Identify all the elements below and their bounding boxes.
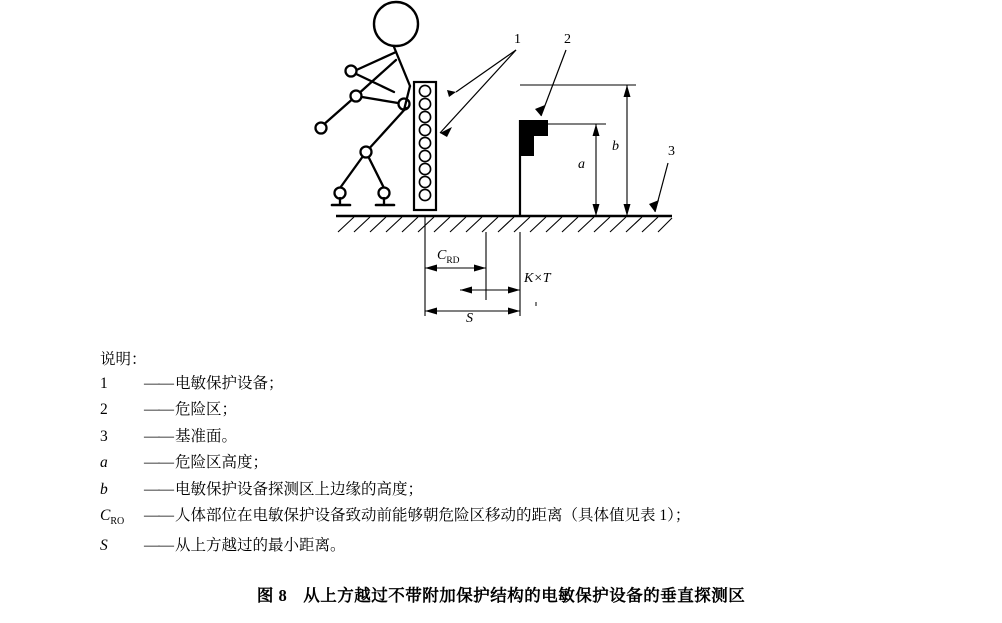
legend-key: b xyxy=(100,480,108,498)
legend-key xyxy=(100,508,144,527)
danger-zone-block xyxy=(520,120,548,156)
dimension-label-b: b xyxy=(612,139,619,154)
legend-item xyxy=(100,455,920,471)
legend-item xyxy=(100,482,920,498)
legend-dash: —— xyxy=(144,480,173,498)
dimension-label-c-rd xyxy=(437,248,460,266)
danger-zone xyxy=(520,120,548,216)
legend-dash: —— xyxy=(144,427,173,445)
dimension-k-t xyxy=(460,287,520,294)
callout-label-2: 2 xyxy=(564,32,571,47)
legend-key: S xyxy=(100,537,108,555)
legend-text: 危险区高度； xyxy=(175,454,269,471)
legend-text: 基准面。 xyxy=(175,427,238,445)
legend-text: 电敏保护设备探测区上边缘的高度； xyxy=(175,480,424,498)
esp-device xyxy=(414,82,436,210)
legend-key-sub: RO xyxy=(110,516,125,528)
legend-item xyxy=(100,376,920,392)
legend-block xyxy=(100,352,920,565)
legend-dash: —— xyxy=(144,374,173,392)
legend-text: 从上方越过的最小距离。 xyxy=(175,537,346,555)
legend-item xyxy=(100,429,920,445)
legend-key: a xyxy=(100,454,108,471)
dimension-label-k-t: K×T xyxy=(524,271,551,286)
callout-label-1: 1 xyxy=(514,32,521,47)
person-figure xyxy=(316,2,419,205)
legend-item xyxy=(100,508,920,527)
legend-text: 人体部位在电敏保护设备致动前能够朝危险区移动的距离（具体值见表 1）； xyxy=(175,507,691,524)
legend-item xyxy=(100,402,920,418)
dimension-label-a: a xyxy=(578,157,585,172)
dimension-label-s: S xyxy=(466,311,473,326)
legend-key: 3 xyxy=(100,427,108,445)
legend-item xyxy=(100,538,920,554)
legend-text: 电敏保护设备； xyxy=(175,374,284,392)
esp-device-beams xyxy=(419,85,430,200)
legend-key: 2 xyxy=(100,401,108,418)
reference-plane-group xyxy=(336,216,672,232)
legend-title: 说明： xyxy=(100,351,147,368)
ground-hatching xyxy=(338,217,672,232)
legend-key: 1 xyxy=(100,374,108,392)
legend-dash: —— xyxy=(144,537,173,555)
dimension-label-c-rd-sub: RD xyxy=(446,255,460,266)
callout-leaders xyxy=(440,50,668,212)
dimension-label-c-rd-letter: C xyxy=(437,248,447,263)
legend-dash: —— xyxy=(144,507,173,524)
legend-text: 危险区； xyxy=(175,401,238,418)
figure-caption-number: 图 8 xyxy=(256,586,288,605)
person-head xyxy=(374,2,418,46)
figure-caption xyxy=(0,582,1002,606)
callout-label-3: 3 xyxy=(668,144,675,159)
legend-dash: —— xyxy=(144,454,173,471)
figure-caption-text: 从上方越过不带附加保护结构的电敏保护设备的垂直探测区 xyxy=(303,586,746,605)
horizontal-dimension-extensions xyxy=(425,216,520,316)
legend-dash: —— xyxy=(144,401,173,418)
legend-key-letter: C xyxy=(100,507,111,524)
